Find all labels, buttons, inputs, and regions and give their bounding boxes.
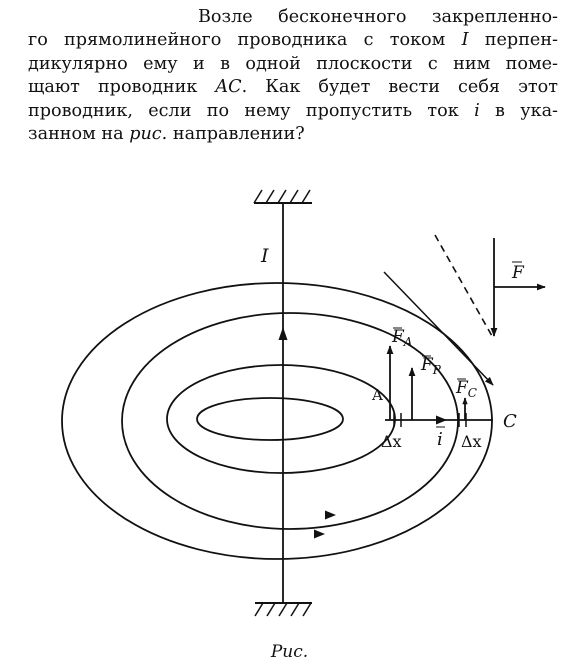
problem-line-4: щают проводник AC. Как будет вести себя этот xyxy=(28,77,558,98)
force-a-label: $F_A$ xyxy=(392,327,413,349)
segment-current-arrow xyxy=(436,416,447,425)
wire-support-bottom-hatch xyxy=(255,603,311,616)
infinite-wire xyxy=(254,190,312,616)
force-labels xyxy=(391,327,477,400)
wire-current-label: I xyxy=(261,245,269,267)
current-symbol: I xyxy=(461,30,469,51)
figure-caption: Рис. xyxy=(270,642,309,662)
conductor-ac xyxy=(371,386,517,451)
field-line-outer xyxy=(62,283,492,559)
tangent-dashed-line xyxy=(435,235,492,336)
field-line-inner xyxy=(167,365,395,473)
delta-x-right-label: Δx xyxy=(461,432,482,451)
problem-line-1: Возле бесконечного закрепленно- xyxy=(198,7,558,27)
force-p-label: $F_P$ xyxy=(421,355,441,377)
problem-line-2: го прямолинейного проводника с током I перпен- xyxy=(28,30,558,51)
force-c-label: $F_C$ xyxy=(456,378,477,400)
field-direction-arrows xyxy=(314,511,336,539)
figure-reference: рис. xyxy=(129,124,168,145)
field-line-core xyxy=(197,398,343,440)
wire-support-top-hatch xyxy=(254,190,310,203)
point-a-label: A xyxy=(372,386,383,404)
magnetic-field-lines xyxy=(62,283,492,559)
wire-current-arrow xyxy=(279,327,288,340)
delta-x-left-label: Δx xyxy=(381,432,402,451)
resultant-force-label: F xyxy=(512,263,524,283)
point-c-label: C xyxy=(503,411,517,432)
resultant-force xyxy=(494,238,545,336)
problem-line-3: дикулярно ему и в одной плоскости с ним поме- xyxy=(28,53,558,74)
field-arrow-bottom xyxy=(314,530,325,539)
conductor-symbol: AC xyxy=(215,77,242,98)
problem-line-5: проводник, если по нему пропустить ток i в ука- xyxy=(28,100,559,121)
segment-current-label: i xyxy=(437,429,443,450)
segment-current-symbol: i xyxy=(474,100,480,121)
field-arrow-lower xyxy=(325,511,336,520)
problem-line-6: занном на рис. направлении? xyxy=(28,124,305,145)
